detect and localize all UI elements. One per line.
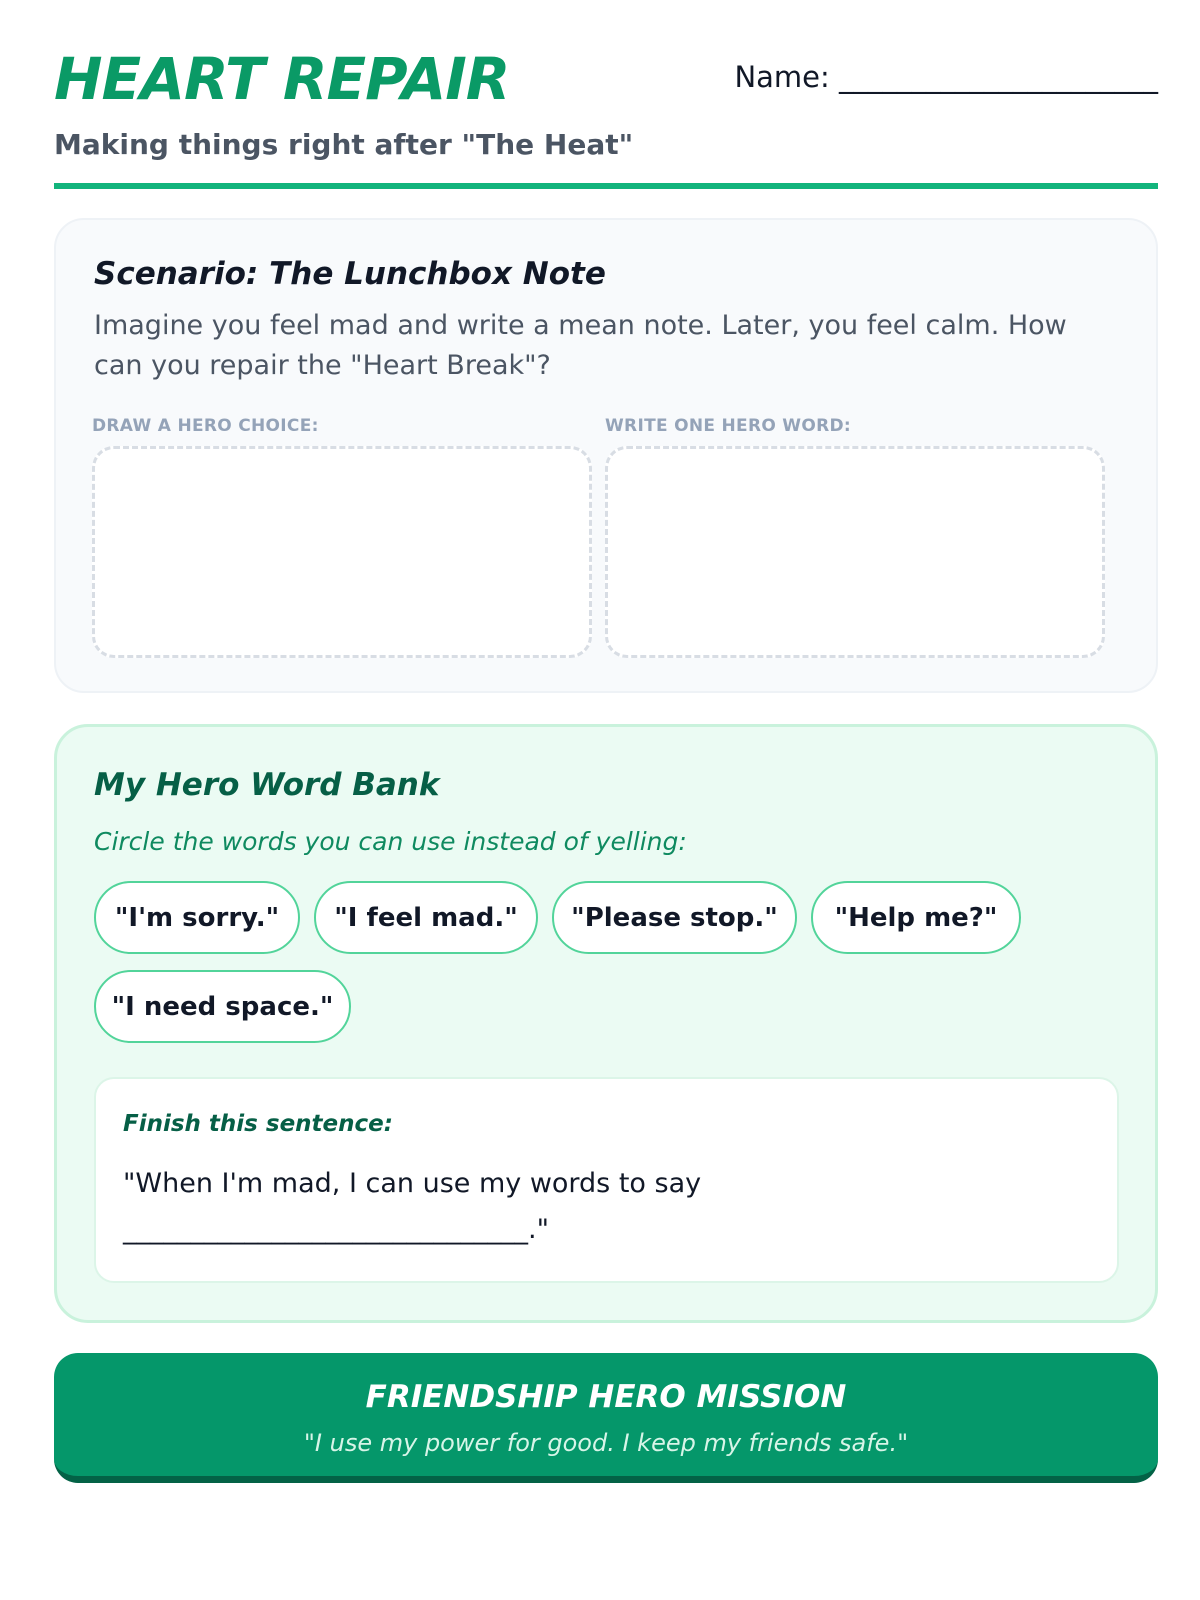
word-bank-card — [54, 724, 1158, 1323]
scenario-text: Imagine you feel mad and write a mean note. Later, you feel calm. How can you repair the "Heart Break"? — [94, 310, 1067, 381]
hero-word-box[interactable] — [605, 446, 1105, 658]
sentence-prompt[interactable]: "When I'm mad, I can use my words to say ______________________________." — [123, 1168, 702, 1245]
word-chip[interactable]: "Help me?" — [811, 881, 1021, 954]
draw-choice-label: DRAW A HERO CHOICE: — [92, 416, 319, 436]
page-title: HEART REPAIR — [54, 45, 510, 113]
name-field[interactable]: Name: ______________________ — [734, 60, 1158, 94]
sentence-box — [94, 1077, 1119, 1283]
word-chip[interactable]: "I feel mad." — [314, 881, 538, 954]
word-chip[interactable]: "I need space." — [94, 970, 351, 1043]
scenario-card — [54, 218, 1158, 693]
scenario-title: Scenario: The Lunchbox Note — [94, 256, 606, 292]
mission-quote: "I use my power for good. I keep my friends safe." — [303, 1429, 909, 1457]
word-chip[interactable]: "Please stop." — [552, 881, 797, 954]
hero-word-label: WRITE ONE HERO WORD: — [605, 416, 852, 436]
word-chip[interactable]: "I'm sorry." — [94, 881, 300, 954]
mission-title: FRIENDSHIP HERO MISSION — [365, 1379, 847, 1415]
mission-banner — [54, 1353, 1158, 1483]
word-bank-instructions: Circle the words you can use instead of yelling: — [94, 827, 687, 856]
header — [54, 0, 1158, 190]
page-subtitle: Making things right after "The Heat" — [54, 128, 634, 161]
word-bank-title: My Hero Word Bank — [94, 767, 440, 803]
sentence-label: Finish this sentence: — [123, 1111, 393, 1137]
draw-choice-box[interactable] — [92, 446, 592, 658]
worksheet-page — [54, 0, 1158, 1457]
header-divider — [54, 183, 1158, 189]
